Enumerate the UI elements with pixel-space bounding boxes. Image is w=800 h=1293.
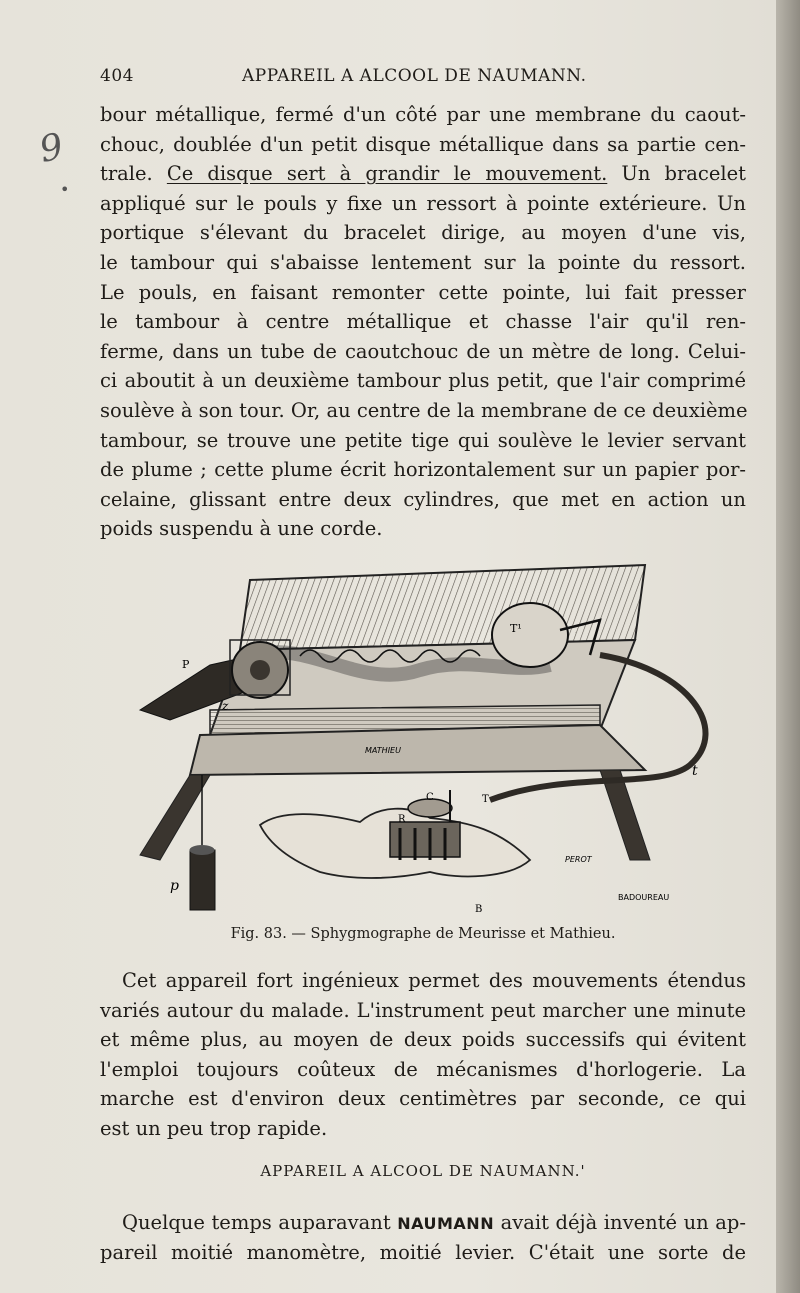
maker-stamp: MATHIEU — [365, 746, 401, 755]
label-T1: T¹ — [510, 622, 522, 635]
label-T: T — [482, 794, 489, 805]
book-gutter — [776, 0, 800, 1293]
label-B: B — [475, 904, 483, 915]
text-line-underlined: trale. Ce disque sert à grandir le mouvement. Un bracelet — [100, 162, 746, 186]
label-t: t — [692, 763, 698, 779]
text-line: le tambour à centre métallique et chasse l'air qu'il ren- — [100, 310, 746, 334]
engraver-signature-1: PEROT — [565, 855, 592, 864]
weight-top — [190, 845, 215, 855]
text-line: l'emploi toujours coûteux de mécanismes d'horlogerie. La — [100, 1057, 746, 1081]
label-p: p — [170, 878, 179, 894]
text-line: ferme, dans un tube de caoutchouc de un mètre de long. Celui- — [100, 339, 746, 363]
text-line: Quelque temps auparavant NAUMANN avait déjà inventé un ap- — [122, 1211, 746, 1234]
sphygmograph-illustration — [130, 560, 730, 920]
text-line: variés autour du malade. L'instrument peut marcher une minute — [100, 998, 746, 1022]
page-header — [100, 66, 745, 92]
text-line: Cet appareil fort ingénieux permet des mouvements étendus — [122, 969, 746, 992]
author-name: NAUMANN — [397, 1214, 495, 1233]
text-line: poids suspendu à une corde. — [100, 517, 383, 541]
text-line: portique s'élevant du bracelet dirige, au moyen d'une vis, — [100, 221, 746, 245]
label-P: P — [182, 658, 190, 671]
running-head: APPAREIL A ALCOOL DE NAUMANN. — [242, 66, 587, 86]
paragraph-1 — [100, 100, 746, 544]
text-line: marche est d'environ deux centimètres par seconde, ce qui — [100, 1087, 746, 1111]
page-number: 404 — [100, 66, 134, 86]
figure-caption: Fig. 83. — Sphygmographe de Meurisse et Mathieu. — [230, 926, 616, 942]
section-title: APPAREIL A ALCOOL DE NAUMANN.' — [260, 1162, 586, 1180]
box-back-wall — [240, 565, 645, 650]
engraver-signature-2: BADOUREAU — [618, 893, 670, 902]
label-R: R — [398, 814, 406, 825]
paragraph-2 — [100, 966, 746, 1144]
underlined-phrase: Ce disque sert à grandir le mouvement. — [166, 162, 608, 186]
margin-dot: • — [60, 180, 70, 199]
text-line: bour métallique, fermé d'un côté par une membrane du caout- — [100, 103, 746, 126]
text-line: pareil moitié manomètre, moitié levier. C'était une sorte de — [100, 1240, 746, 1264]
text-line: ci aboutit à un deuxième tambour plus petit, que l'air comprimé — [100, 369, 746, 393]
recording-drum — [492, 603, 568, 667]
text-line: celaine, glissant entre deux cylindres, que met en action un — [100, 487, 746, 511]
text-line: appliqué sur le pouls y fixe un ressort à pointe extérieure. Un — [100, 191, 746, 215]
text-line: et même plus, au moyen de deux poids successifs qui évitent — [100, 1028, 746, 1052]
text-line: chouc, doublée d'un petit disque métallique dans sa partie cen- — [100, 132, 746, 156]
text-line: de plume ; cette plume écrit horizontalement sur un papier por- — [100, 458, 746, 482]
label-z: z — [222, 699, 229, 713]
hanging-weight — [190, 850, 215, 910]
label-C: C — [426, 792, 434, 803]
paragraph-3 — [100, 1208, 746, 1267]
text-line: Le pouls, en faisant remonter cette pointe, lui fait presser — [100, 280, 746, 304]
gear-axle — [250, 660, 270, 680]
text-line: le tambour qui s'abaisse lentement sur la pointe du ressort. — [100, 250, 746, 274]
handwritten-margin-note: 9 — [35, 126, 67, 171]
text-line: tambour, se trouve une petite tige qui soulève le levier servant — [100, 428, 746, 452]
text-line: est un peu trop rapide. — [100, 1116, 328, 1140]
text-line: soulève à son tour. Or, au centre de la membrane de ce deuxième — [100, 398, 748, 422]
